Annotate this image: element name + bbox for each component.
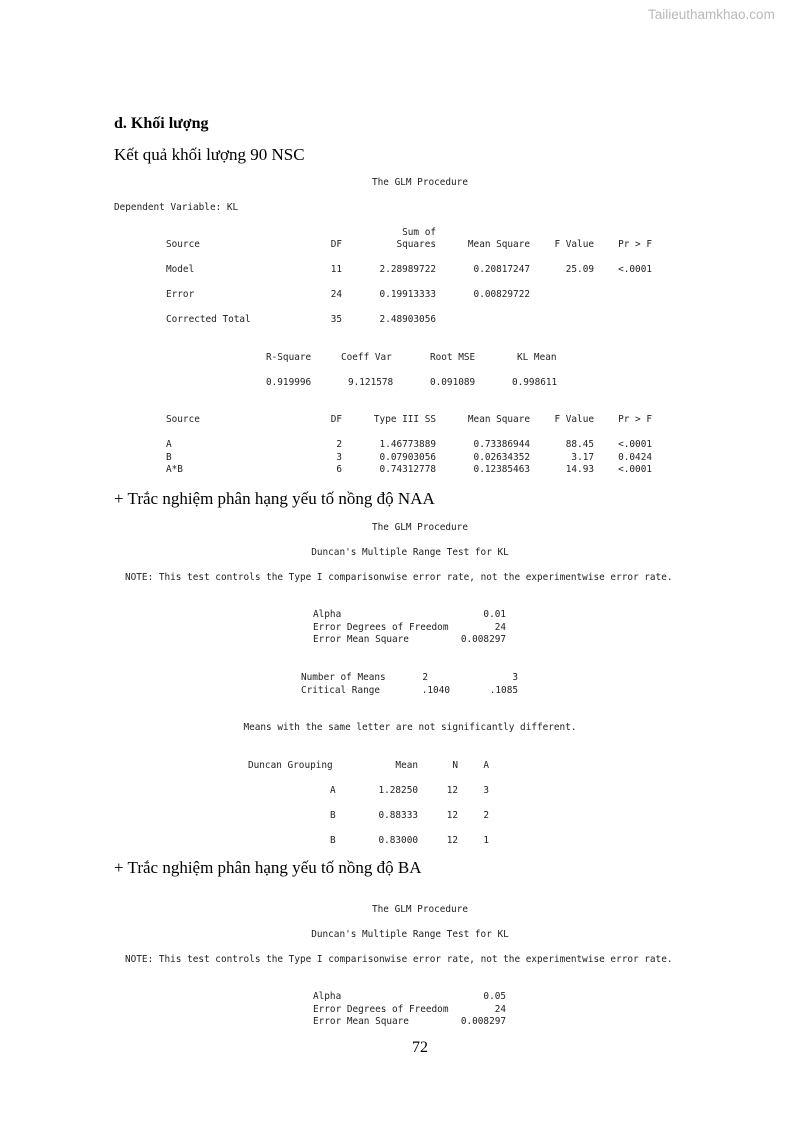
- watermark-text: Tailieuthamkhao.com: [648, 7, 775, 22]
- glm-procedure-title: The GLM Procedure: [372, 177, 468, 188]
- anova-header-ss-line1: Sum of: [402, 227, 436, 238]
- ba-heading: + Trắc nghiệm phân hạng yếu tố nồng độ BA: [114, 858, 422, 877]
- type3-ss: 0.07903056: [379, 451, 436, 463]
- naa-test-title: Duncan's Multiple Range Test for KL: [311, 547, 509, 558]
- anova-source: Error: [166, 289, 195, 300]
- section-heading: d. Khối lượng: [114, 115, 209, 132]
- type3-f: 88.45: [565, 439, 594, 450]
- group-header-grouping: Duncan Grouping: [248, 760, 333, 771]
- anova-header-ss-line2: Squares: [396, 239, 436, 250]
- critical-range-label: Critical Range: [301, 684, 381, 696]
- fit-value-rsq: 0.919996: [266, 377, 312, 388]
- param-value: 0.01: [483, 609, 506, 620]
- type3-p: 0.0424: [618, 451, 652, 463]
- param-value: 24: [494, 621, 506, 633]
- group-header-n: N: [452, 760, 458, 771]
- anova-ss: 2.48903056: [379, 314, 436, 325]
- type3-header-df: DF: [330, 414, 342, 425]
- anova-ss: 0.19913333: [379, 289, 436, 300]
- type3-df: 6: [336, 464, 342, 475]
- type3-df: 2: [336, 439, 342, 450]
- param-value: 0.008297: [460, 634, 506, 645]
- type3-f: 3.17: [571, 451, 594, 463]
- anova-source: Corrected Total: [166, 314, 251, 325]
- type3-df: 3: [336, 451, 342, 463]
- type3-source: B: [166, 451, 172, 463]
- anova-df: 11: [330, 264, 342, 275]
- naa-procedure-title: The GLM Procedure: [372, 522, 468, 533]
- group-n: 12: [446, 810, 458, 821]
- type3-header-f: F Value: [554, 414, 594, 425]
- param-label: Error Mean Square: [313, 634, 409, 645]
- param-value: 24: [494, 1003, 506, 1015]
- naa-note: NOTE: This test controls the Type I comparisonwise error rate, not the experimentwise error rate.: [125, 572, 673, 583]
- anova-p: <.0001: [618, 264, 652, 275]
- fit-header-mean: KL Mean: [517, 352, 557, 363]
- type3-source: A*B: [166, 464, 183, 475]
- anova-df: 24: [330, 289, 342, 300]
- group-letter: A: [330, 785, 336, 796]
- anova-ms: 0.20817247: [473, 264, 530, 275]
- anova-header-f: F Value: [554, 239, 594, 250]
- fit-value-rmse: 0.091089: [430, 377, 476, 388]
- type3-header-p: Pr > F: [618, 414, 652, 425]
- type3-ms: 0.73386944: [473, 439, 530, 450]
- type3-p: <.0001: [618, 464, 652, 475]
- group-header-factor: A: [483, 760, 489, 771]
- group-factor: 2: [483, 810, 489, 821]
- subheading: Kết quả khối lượng 90 NSC: [114, 145, 305, 164]
- type3-ss: 0.74312778: [379, 464, 436, 475]
- param-label: Alpha: [313, 609, 342, 620]
- naa-heading: + Trắc nghiệm phân hạng yếu tố nồng độ NAA: [114, 489, 435, 508]
- anova-header-ms: Mean Square: [467, 239, 530, 250]
- group-header-mean: Mean: [395, 760, 418, 771]
- page-number: 72: [412, 1039, 428, 1056]
- fit-header-cv: Coeff Var: [341, 352, 392, 363]
- param-label: Error Mean Square: [313, 1016, 409, 1027]
- group-n: 12: [446, 835, 458, 846]
- group-mean: 0.88333: [378, 810, 418, 821]
- fit-header-rmse: Root MSE: [430, 352, 476, 363]
- critical-range-value: .1085: [489, 684, 518, 696]
- anova-ms: 0.00829722: [473, 289, 530, 300]
- param-label: Error Degrees of Freedom: [313, 1003, 449, 1015]
- fit-value-cv: 9.121578: [348, 377, 394, 388]
- fit-value-mean: 0.998611: [512, 377, 558, 388]
- group-letter: B: [330, 810, 336, 821]
- type3-ss: 1.46773889: [379, 439, 436, 450]
- group-n: 12: [446, 785, 458, 796]
- param-label: Alpha: [313, 991, 342, 1002]
- param-value: 0.05: [483, 991, 506, 1002]
- type3-source: A: [166, 439, 172, 450]
- group-mean: 0.83000: [378, 835, 418, 846]
- anova-ss: 2.28989722: [379, 264, 436, 275]
- anova-header-p: Pr > F: [618, 239, 652, 250]
- type3-f: 14.93: [565, 464, 594, 475]
- group-letter: B: [330, 835, 336, 846]
- type3-header-ms: Mean Square: [467, 414, 530, 425]
- number-of-means-label: Number of Means: [301, 672, 386, 683]
- anova-f: 25.09: [565, 264, 594, 275]
- critical-range-value: .1040: [421, 684, 450, 696]
- anova-header-df: DF: [330, 239, 342, 250]
- ba-test-title: Duncan's Multiple Range Test for KL: [311, 929, 509, 940]
- type3-ms: 0.02634352: [473, 451, 530, 463]
- anova-header-source: Source: [166, 239, 200, 250]
- type3-p: <.0001: [618, 439, 652, 450]
- param-label: Error Degrees of Freedom: [313, 621, 449, 633]
- type3-header-ss: Type III SS: [373, 414, 436, 425]
- group-mean: 1.28250: [378, 785, 418, 796]
- group-factor: 3: [483, 785, 489, 796]
- dependent-variable: Dependent Variable: KL: [114, 202, 239, 213]
- ba-note: NOTE: This test controls the Type I comparisonwise error rate, not the experimentwise error rate.: [125, 954, 673, 965]
- anova-source: Model: [166, 264, 195, 275]
- anova-df: 35: [330, 314, 342, 325]
- param-value: 0.008297: [460, 1016, 506, 1027]
- fit-header-rsq: R-Square: [266, 352, 312, 363]
- group-factor: 1: [483, 835, 489, 846]
- ba-procedure-title: The GLM Procedure: [372, 904, 468, 915]
- type3-ms: 0.12385463: [473, 464, 530, 475]
- number-of-means-value: 3: [512, 672, 518, 683]
- same-letter-note: Means with the same letter are not significantly different.: [243, 722, 577, 733]
- type3-header-source: Source: [166, 414, 200, 425]
- number-of-means-value: 2: [422, 672, 428, 683]
